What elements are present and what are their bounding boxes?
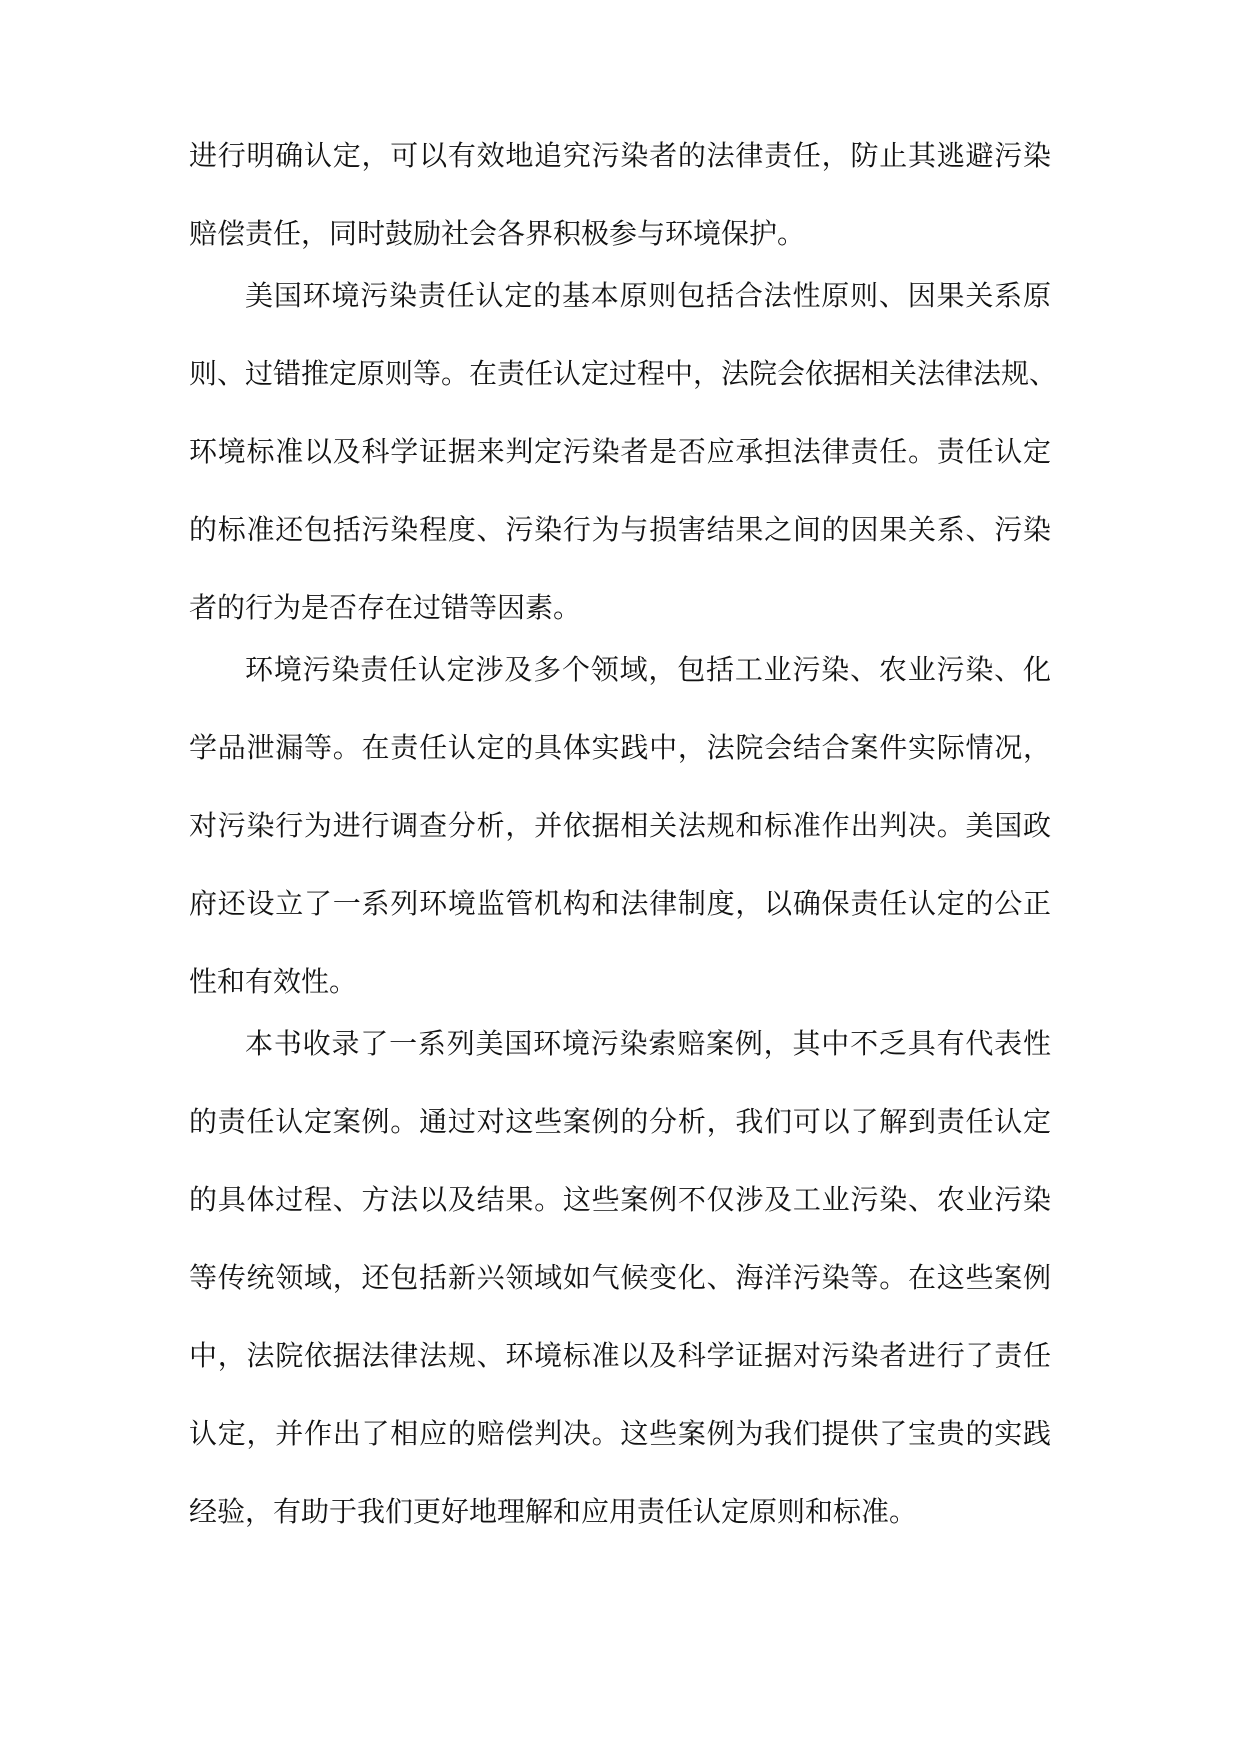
paragraph-line: 进行明确认定，可以有效地追究污染者的法律责任，防止其逃避污染 bbox=[189, 139, 1051, 172]
paragraph-line: 的具体过程、方法以及结果。这些案例不仅涉及工业污染、农业污染 bbox=[189, 1183, 1051, 1216]
paragraph-1 bbox=[189, 117, 1051, 273]
paragraph-line: 经验，有助于我们更好地理解和应用责任认定原则和标准。 bbox=[189, 1495, 918, 1528]
paragraph-4 bbox=[189, 1005, 1051, 1551]
paragraph-line: 的标准还包括污染程度、污染行为与损害结果之间的因果关系、污染 bbox=[189, 513, 1051, 546]
paragraph-line: 环境标准以及科学证据来判定污染者是否应承担法律责任。责任认定 bbox=[189, 435, 1051, 468]
paragraph-3 bbox=[189, 631, 1051, 1021]
paragraph-line: 美国环境污染责任认定的基本原则包括合法性原则、因果关系原 bbox=[245, 279, 1051, 312]
paragraph-2 bbox=[189, 257, 1058, 647]
paragraph-line: 府还设立了一系列环境监管机构和法律制度，以确保责任认定的公正 bbox=[189, 887, 1051, 920]
paragraph-line: 赔偿责任，同时鼓励社会各界积极参与环境保护。 bbox=[189, 217, 806, 250]
paragraph-line: 学品泄漏等。在责任认定的具体实践中，法院会结合案件实际情况， bbox=[189, 731, 1051, 764]
paragraph-line: 中，法院依据法律法规、环境标准以及科学证据对污染者进行了责任 bbox=[189, 1339, 1051, 1372]
paragraph-line: 性和有效性。 bbox=[189, 965, 358, 998]
paragraph-line: 环境污染责任认定涉及多个领域，包括工业污染、农业污染、化 bbox=[245, 653, 1051, 686]
paragraph-line: 等传统领域，还包括新兴领域如气候变化、海洋污染等。在这些案例 bbox=[189, 1261, 1051, 1294]
paragraph-line: 对污染行为进行调查分析，并依据相关法规和标准作出判决。美国政 bbox=[189, 809, 1051, 842]
paragraph-line: 认定，并作出了相应的赔偿判决。这些案例为我们提供了宝贵的实践 bbox=[189, 1417, 1051, 1450]
paragraph-line: 本书收录了一系列美国环境污染索赔案例，其中不乏具有代表性 bbox=[245, 1027, 1051, 1060]
paragraph-line: 者的行为是否存在过错等因素。 bbox=[189, 591, 582, 624]
paragraph-line: 则、过错推定原则等。在责任认定过程中，法院会依据相关法律法规、 bbox=[189, 357, 1058, 390]
paragraph-line: 的责任认定案例。通过对这些案例的分析，我们可以了解到责任认定 bbox=[189, 1105, 1051, 1138]
